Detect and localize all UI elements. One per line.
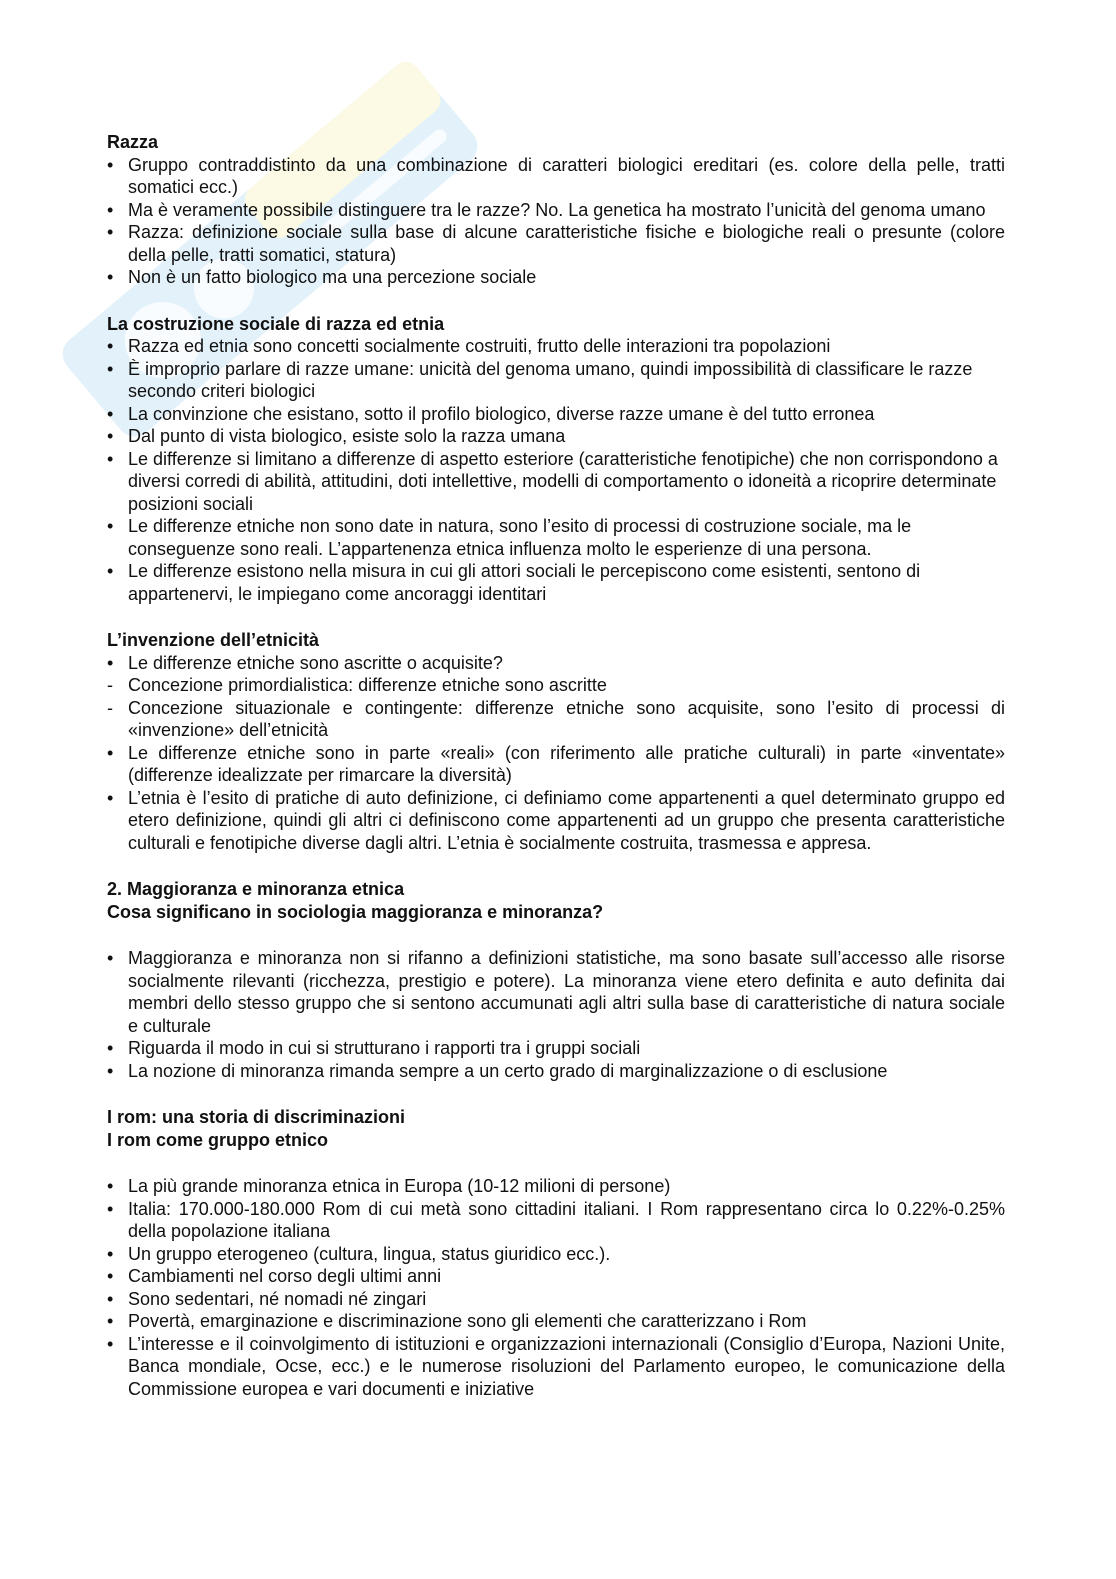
bullet-marker: •: [107, 948, 114, 968]
bullet-marker: •: [107, 742, 114, 763]
section-costruzione-sociale: [107, 313, 1005, 606]
list-item: [107, 742, 1005, 787]
list-item-text: Italia: 170.000-180.000 Rom di cui metà sono cittadini italiani. I Rom rappresentano circa lo 0.22%-0.25% della popolazione italiana: [128, 1198, 1005, 1241]
section-maggioranza-minoranza: [107, 878, 1005, 1082]
list-item: [107, 425, 1005, 448]
section-title: La costruzione sociale di razza ed etnia: [107, 313, 445, 334]
bullet-marker: •: [107, 561, 114, 581]
bullet-marker: •: [107, 426, 114, 446]
bullet-marker: •: [107, 267, 114, 287]
list-item: [107, 1243, 1005, 1266]
bullet-list: [107, 1175, 1005, 1400]
bullet-marker: •: [107, 222, 114, 242]
bullet-marker: •: [107, 1288, 114, 1309]
list-item-text: Concezione primordialistica: differenze etniche sono ascritte: [128, 675, 607, 695]
list-item: [107, 358, 1005, 403]
list-item-text: Non è un fatto biologico ma una percezione sociale: [128, 267, 537, 287]
list-item: [107, 266, 1005, 289]
section-rom: [107, 1106, 1005, 1400]
list-item-text: L’etnia è l’esito di pratiche di auto definizione, ci definiamo come appartenenti a quel determinato gruppo ed etero definizione, quindi gli altri ci definiscono come appartenenti ad un gruppo che presenta caratteristiche culturali e fenotipiche diverse dagli altri. L’etnia è socialmente costruita, trasmessa e appresa.: [128, 787, 1005, 853]
bullet-list: [107, 154, 1005, 289]
list-item-text: Maggioranza e minoranza non si rifanno a definizioni statistiche, ma sono basate sull’accesso alle risorse socialmente rilevanti (ricchezza, prestigio e potere). La minoranza viene etero definita e auto definita dai membri dello stesso gruppo che si sentono accumunati agli altri sulla base di caratteristiche di natura sociale e culturale: [128, 948, 1005, 1036]
section-title: L’invenzione dell’etnicità: [107, 630, 320, 650]
list-item: [107, 1333, 1005, 1401]
bullet-marker: •: [107, 1176, 114, 1196]
list-item: [107, 1265, 1005, 1288]
bullet-marker: •: [107, 1198, 114, 1219]
list-item-text: Un gruppo eterogeneo (cultura, lingua, status giuridico ecc.).: [128, 1243, 611, 1264]
list-item: [107, 154, 1005, 199]
bullet-marker: •: [107, 403, 114, 424]
bullet-marker: •: [107, 154, 114, 175]
list-item: [107, 787, 1005, 855]
list-item-text: Le differenze etniche non sono date in natura, sono l’esito di processi di costruzione sociale, ma le conseguenze sono reali. L’appartenenza etnica influenza molto le esperienze di una persona.: [128, 516, 912, 559]
list-item-text: La nozione di minoranza rimanda sempre a un certo grado di marginalizzazione o di esclusione: [128, 1060, 888, 1081]
list-item-text: Concezione situazionale e contingente: differenze etniche sono acquisite, sono l’esito di processi di «invenzione» dell’etnicità: [128, 697, 1005, 740]
bullet-marker: •: [107, 358, 114, 379]
list-item: [107, 515, 1005, 560]
bullet-marker: •: [107, 516, 114, 536]
list-item: [107, 1060, 1005, 1083]
list-item: [107, 697, 1005, 742]
list-item: [107, 448, 1005, 516]
list-item-text: Dal punto di vista biologico, esiste solo la razza umana: [128, 426, 566, 446]
list-item-text: È improprio parlare di razze umane: unicità del genoma umano, quindi impossibilità di classificare le razze secondo criteri biologici: [128, 358, 973, 401]
bullet-marker: •: [107, 1333, 114, 1354]
bullet-list: [107, 652, 1005, 855]
list-item: [107, 221, 1005, 266]
dash-marker: -: [107, 675, 113, 695]
section-subtitle: Cosa significano in sociologia maggioranza e minoranza?: [107, 901, 604, 922]
list-item: [107, 674, 1005, 697]
list-item-text: Cambiamenti nel corso degli ultimi anni: [128, 1266, 442, 1286]
bullet-marker: •: [107, 199, 114, 220]
list-item: [107, 1037, 1005, 1060]
section-title: I rom: una storia di discriminazioni: [107, 1107, 406, 1127]
bullet-marker: •: [107, 652, 114, 673]
list-item: [107, 199, 1005, 222]
list-item-text: Riguarda il modo in cui si strutturano i rapporti tra i gruppi sociali: [128, 1038, 641, 1058]
bullet-marker: •: [107, 448, 114, 469]
list-item: [107, 560, 1005, 605]
list-item-text: Razza: definizione sociale sulla base di alcune caratteristiche fisiche e biologiche reali o presunte (colore della pelle, tratti somatici, statura): [128, 222, 1005, 265]
list-item: [107, 1198, 1005, 1243]
bullet-list: [107, 947, 1005, 1082]
list-item: [107, 403, 1005, 426]
bullet-marker: •: [107, 1060, 114, 1081]
bullet-marker: •: [107, 336, 114, 356]
list-item: [107, 1310, 1005, 1333]
list-item: [107, 1175, 1005, 1198]
list-item-text: Le differenze etniche sono in parte «reali» (con riferimento alle pratiche culturali) in parte «inventate» (differenze idealizzate per rimarcare la diversità): [128, 742, 1005, 785]
section-title: Razza: [107, 132, 159, 152]
document-body: [107, 131, 1005, 1400]
list-item-text: Povertà, emarginazione e discriminazione sono gli elementi che caratterizzano i Rom: [128, 1311, 807, 1331]
section-razza: [107, 131, 1005, 289]
list-item-text: L’interesse e il coinvolgimento di istituzioni e organizzazioni internazionali (Consiglio d’Europa, Nazioni Unite, Banca mondiale, Ocse, ecc.) e le numerose risoluzioni del Parlamento europeo, le comunicazione della Commissione europea e vari documenti e iniziative: [128, 1333, 1005, 1399]
list-item: [107, 1288, 1005, 1311]
list-item-text: La convinzione che esistano, sotto il profilo biologico, diverse razze umane è del tutto erronea: [128, 403, 875, 424]
bullet-marker: •: [107, 1038, 114, 1058]
list-item-text: Gruppo contraddistinto da una combinazione di caratteri biologici ereditari (es. colore della pelle, tratti somatici ecc.): [128, 154, 1005, 197]
list-item-text: Le differenze esistono nella misura in cui gli attori sociali le percepiscono come esistenti, sentono di appartenervi, le impiegano come ancoraggi identitari: [128, 561, 921, 604]
list-item-text: Le differenze etniche sono ascritte o acquisite?: [128, 652, 503, 673]
section-title: 2. Maggioranza e minoranza etnica: [107, 879, 405, 899]
list-item-text: Ma è veramente possibile distinguere tra le razze? No. La genetica ha mostrato l’unicità del genoma umano: [128, 199, 986, 220]
bullet-marker: •: [107, 1311, 114, 1331]
list-item-text: Sono sedentari, né nomadi né zingari: [128, 1288, 427, 1309]
list-item: [107, 947, 1005, 1037]
list-item: [107, 652, 1005, 675]
dash-marker: -: [107, 697, 113, 718]
list-item-text: La più grande minoranza etnica in Europa (10-12 milioni di persone): [128, 1176, 671, 1196]
bullet-list: [107, 335, 1005, 605]
list-item: [107, 335, 1005, 358]
bullet-marker: •: [107, 787, 114, 808]
list-item-text: Razza ed etnia sono concetti socialmente costruiti, frutto delle interazioni tra popolazioni: [128, 336, 831, 356]
list-item-text: Le differenze si limitano a differenze di aspetto esteriore (caratteristiche fenotipiche) che non corrispondono a diversi corredi di abilità, attitudini, doti intellettive, modelli di comportamento o idoneità a ricoprire determinate posizioni sociali: [128, 448, 998, 514]
section-subtitle: I rom come gruppo etnico: [107, 1129, 329, 1150]
bullet-marker: •: [107, 1266, 114, 1286]
bullet-marker: •: [107, 1243, 114, 1264]
section-invenzione-etnicita: [107, 629, 1005, 854]
